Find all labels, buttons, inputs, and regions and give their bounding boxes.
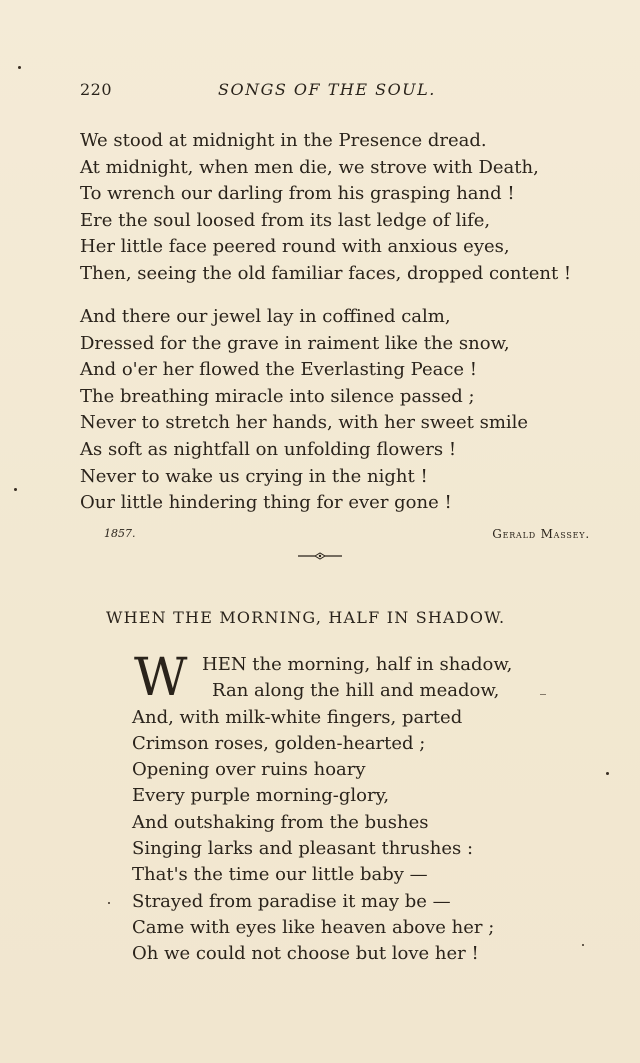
verse-line: To wrench our darling from his grasping hand ! [80,183,515,205]
poem2-title: WHEN THE MORNING, HALF IN SHADOW. [106,608,506,627]
running-head [80,80,560,102]
paper-speck [540,694,546,695]
verse-line: At midnight, when men die, we strove with Death, [80,156,539,178]
verse-line: And outshaking from the bushes [132,811,429,833]
paper-speck [18,66,21,69]
poem-author: Gerald Massey. [492,527,590,541]
paper-speck [108,902,110,904]
verse-line: Ere the soul loosed from its last ledge of life, [80,209,491,231]
poem2-body [132,648,572,968]
verse-line: And there our jewel lay in coffined calm, [80,306,451,327]
verse-line: As soft as nightfall on unfolding flowers ! [80,438,457,460]
poem1-byline [104,527,590,545]
verse-line: Every purple morning-glory, [132,785,390,807]
verse-line: Strayed from paradise it may be — [132,890,451,912]
verse-line: And o'er her flowed the Everlasting Peace ! [80,359,478,381]
paper-speck [14,488,17,491]
running-title: SONGS OF THE SOUL. [218,80,436,99]
verse-line: Oh we could not choose but love her ! [132,943,479,965]
verse-line: That's the time our little baby — [132,864,428,886]
verse-line: Came with eyes like heaven above her ; [132,916,495,938]
verse-line: Never to wake us crying in the night ! [80,465,428,487]
verse-line: Ran along the hill and meadow, [212,680,500,702]
verse-line: Singing larks and pleasant thrushes : [132,838,474,860]
verse-line: The breathing miracle into silence passed ; [80,385,475,407]
verse-line: Opening over ruins hoary [132,759,366,781]
verse-line-first: HEN the morning, half in shadow, [202,654,513,675]
verse-line: We stood at midnight in the Presence dread. [80,130,487,151]
section-divider-ornament [296,548,344,564]
paper-speck [606,772,609,775]
verse-line: Our little hindering thing for ever gone ! [80,492,452,514]
poem-year: 1857. [104,527,136,540]
paper-speck [582,944,584,946]
poem1-stanza-1 [80,128,600,288]
verse-line: Crimson roses, golden-hearted ; [132,732,426,754]
verse-line: Dressed for the grave in raiment like the snow, [80,332,510,354]
poem1-stanza-2 [80,304,600,517]
drop-cap: W [134,648,188,708]
verse-line: Her little face peered round with anxious eyes, [80,236,510,258]
verse-line: And, with milk-white fingers, parted [132,706,463,728]
page-number: 220 [80,80,113,99]
verse-line: Never to stretch her hands, with her sweet smile [80,412,529,434]
verse-line: Then, seeing the old familiar faces, dropped content ! [80,262,572,284]
